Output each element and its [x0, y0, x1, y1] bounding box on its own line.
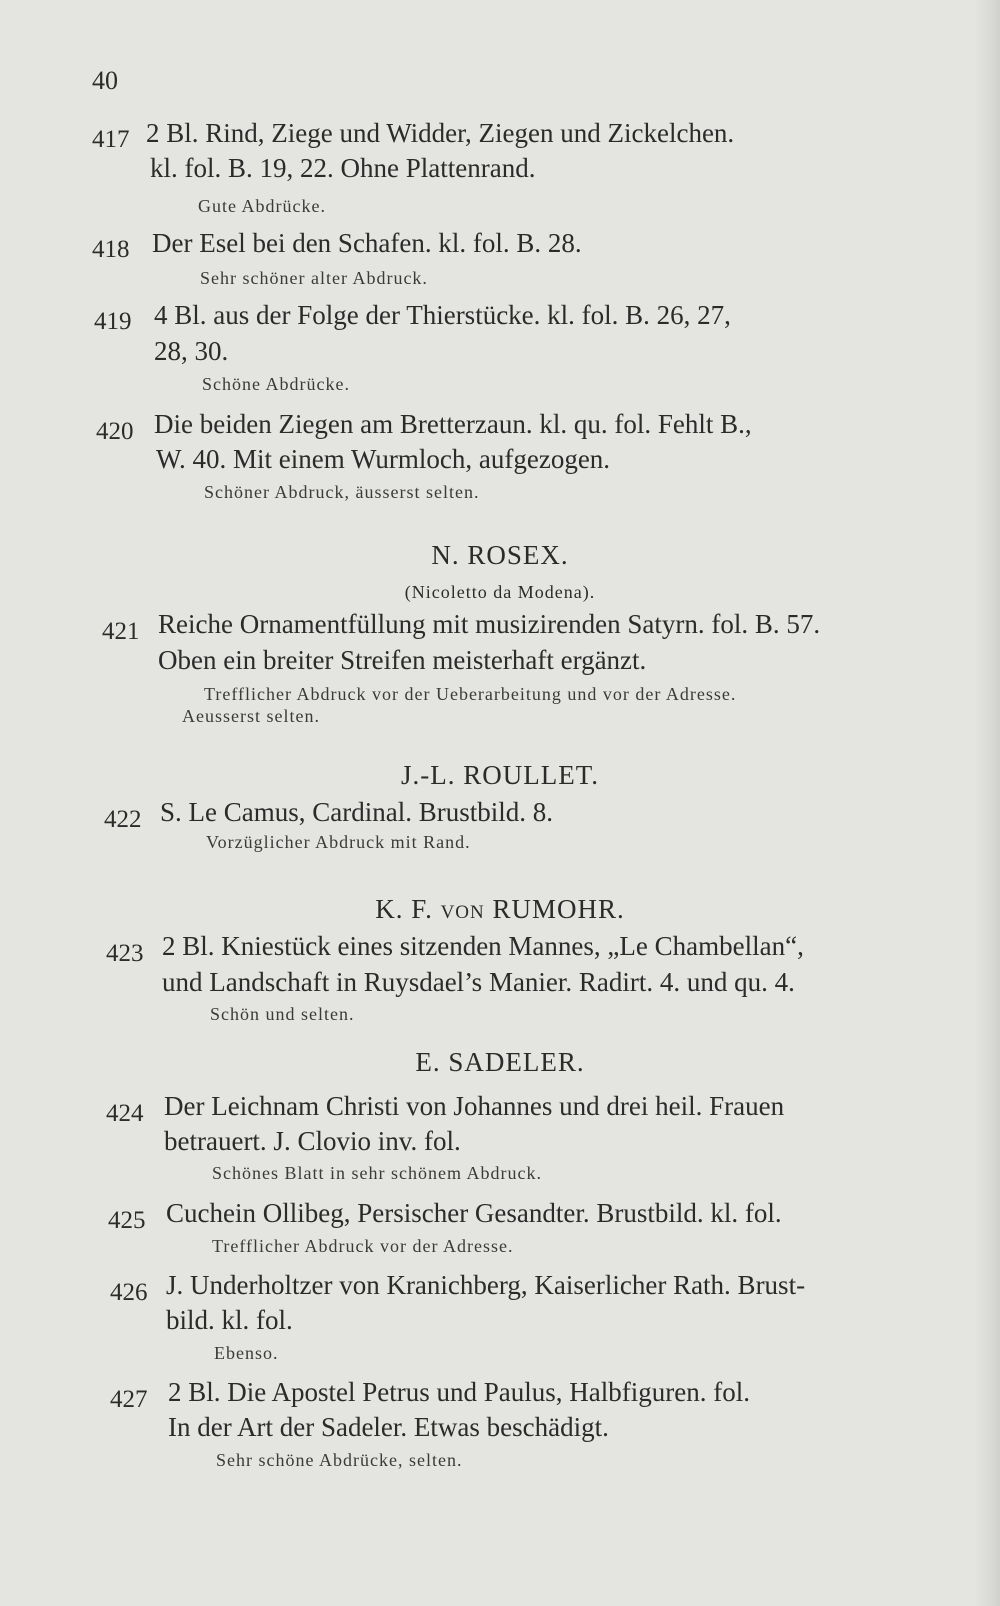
entry-line: 2 Bl. Rind, Ziege und Widder, Ziegen und Zickelchen. [146, 118, 735, 148]
entry-note: Schön und selten. [210, 1004, 355, 1024]
entry-line: J. Underholtzer von Kranichberg, Kaiserlicher Rath. Brust- [166, 1270, 806, 1300]
entry-line: 2 Bl. Kniestück eines sitzenden Mannes, „Le Chambellan“, [162, 931, 804, 961]
entry-number: 424 [106, 1100, 144, 1127]
section-heading-rumohr [0, 894, 1000, 925]
entry-number: 417 [92, 126, 130, 153]
entry-line: und Landschaft in Ruysdael’s Manier. Radirt. 4. und qu. 4. [162, 967, 795, 997]
entry-note: Gute Abdrücke. [198, 196, 326, 216]
entry-line: 4 Bl. aus der Folge der Thierstücke. kl. fol. B. 26, 27, [154, 300, 731, 330]
section-heading-sadeler: E. SADELER. [415, 1047, 585, 1077]
entry-line: W. 40. Mit einem Wurmloch, aufgezogen. [156, 444, 611, 474]
entry-number: 423 [106, 940, 144, 967]
entry-line: 28, 30. [154, 336, 229, 366]
heading-surname: RUMOHR. [492, 894, 625, 924]
entry-line: betrauert. J. Clovio inv. fol. [164, 1126, 461, 1156]
entry-note: Trefflicher Abdruck vor der Ueberarbeitung und vor der Adresse. [204, 684, 737, 704]
entry-note: Schöne Abdrücke. [202, 374, 350, 394]
entry-note: Trefflicher Abdruck vor der Adresse. [212, 1236, 514, 1256]
page-edge-shadow [974, 0, 1000, 1606]
entry-number: 422 [104, 806, 142, 833]
heading-von: VON [440, 902, 485, 923]
entry-note: Schönes Blatt in sehr schönem Abdruck. [212, 1163, 542, 1183]
entry-line: Der Leichnam Christi von Johannes und drei heil. Frauen [164, 1091, 785, 1121]
entry-number: 419 [94, 308, 132, 335]
entry-line: bild. kl. fol. [166, 1305, 293, 1335]
section-heading-rosex: N. ROSEX. [431, 540, 569, 570]
page-number: 40 [92, 66, 118, 95]
entry-line: Oben ein breiter Streifen meisterhaft ergänzt. [158, 645, 647, 675]
entry-note: Aeusserst selten. [182, 706, 320, 726]
entry-note: Sehr schöne Abdrücke, selten. [216, 1450, 463, 1470]
entry-note: Ebenso. [214, 1343, 279, 1363]
entry-line: Cuchein Ollibeg, Persischer Gesandter. Brustbild. kl. fol. [166, 1198, 782, 1228]
entry-number: 421 [102, 618, 140, 645]
entry-number: 426 [110, 1279, 148, 1306]
entry-note: Schöner Abdruck, äusserst selten. [204, 482, 480, 502]
heading-initials: K. F. [375, 894, 433, 924]
entry-number: 427 [110, 1386, 148, 1413]
section-subheading-rosex: (Nicoletto da Modena). [404, 582, 596, 602]
entry-number: 425 [108, 1207, 146, 1234]
entry-number: 420 [96, 418, 134, 445]
entry-line: 2 Bl. Die Apostel Petrus und Paulus, Halbfiguren. fol. [168, 1377, 750, 1407]
entry-line: kl. fol. B. 19, 22. Ohne Plattenrand. [150, 153, 536, 183]
entry-line: Reiche Ornamentfüllung mit musizirenden Satyrn. fol. B. 57. [158, 609, 821, 639]
entry-line: In der Art der Sadeler. Etwas beschädigt. [168, 1412, 609, 1442]
entry-note: Vorzüglicher Abdruck mit Rand. [206, 832, 471, 852]
entry-line: Die beiden Ziegen am Bretterzaun. kl. qu. fol. Fehlt B., [154, 409, 752, 439]
entry-line: Der Esel bei den Schafen. kl. fol. B. 28. [152, 228, 582, 258]
entry-number: 418 [92, 236, 130, 263]
entry-note: Sehr schöner alter Abdruck. [200, 268, 428, 288]
entry-line: S. Le Camus, Cardinal. Brustbild. 8. [160, 797, 553, 827]
section-heading-roullet: J.-L. ROULLET. [401, 760, 599, 790]
